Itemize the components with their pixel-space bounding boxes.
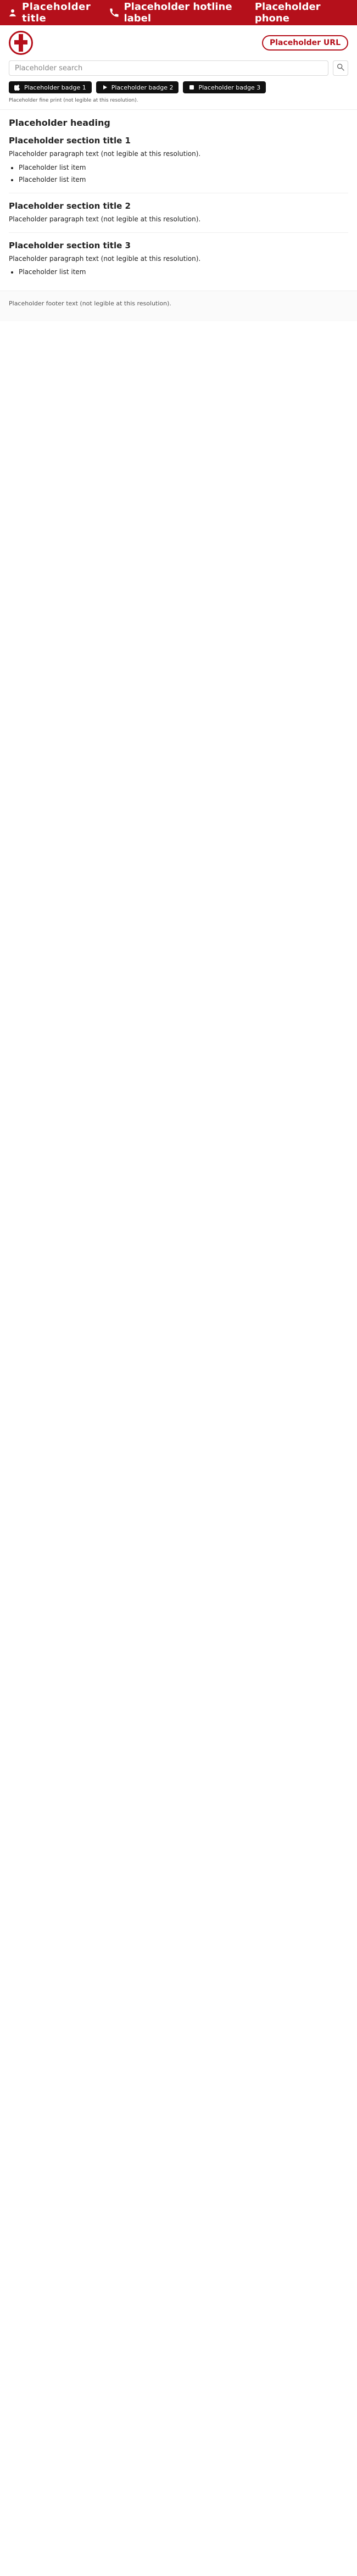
store-badge-3[interactable]	[183, 81, 266, 93]
main-heading: Placeholder heading	[9, 118, 110, 129]
search	[9, 60, 348, 76]
section-2	[9, 201, 348, 225]
footer-paragraph: Placeholder footer text (not legible at this resolution).	[9, 299, 171, 307]
store-badge-1[interactable]	[9, 81, 92, 93]
section-paragraph: Placeholder paragraph text (not legible at this resolution).	[9, 215, 201, 224]
store-badge-label: Placeholder badge 3	[198, 83, 261, 91]
list-item: • Placeholder list item	[19, 175, 348, 185]
section-3	[9, 241, 348, 277]
header-row	[9, 31, 348, 55]
store-badges	[9, 81, 348, 93]
user-icon	[8, 8, 18, 18]
section-list	[9, 267, 348, 277]
section-paragraph: Placeholder paragraph text (not legible at this resolution).	[9, 150, 201, 158]
store-badge-2[interactable]	[96, 81, 179, 93]
search-icon	[336, 63, 345, 74]
app-icon	[188, 84, 195, 91]
section-list	[9, 163, 348, 185]
hotline-number[interactable]: Placeholder phone	[254, 1, 321, 24]
top-bar-right	[109, 1, 349, 24]
header-actions	[262, 35, 348, 51]
section-title: Placeholder section title 1	[9, 136, 131, 146]
header	[0, 25, 357, 110]
section-paragraph: Placeholder paragraph text (not legible at this resolution).	[9, 254, 201, 263]
phone-icon	[109, 8, 119, 18]
list-item: • Placeholder list item	[19, 267, 348, 277]
divider	[9, 232, 348, 233]
hotline-label: Placeholder hotline label	[124, 1, 232, 24]
top-bar-left	[8, 1, 109, 24]
footer	[0, 291, 357, 321]
website-url[interactable]: Placeholder URL	[262, 35, 348, 51]
list-item: • Placeholder list item	[19, 163, 348, 173]
search-button[interactable]	[333, 60, 348, 76]
main-content	[0, 110, 357, 291]
top-bar-title: Placeholder title	[22, 1, 91, 24]
bank-logo	[9, 31, 33, 55]
apple-icon	[14, 84, 21, 91]
search-input[interactable]: Placeholder search	[9, 60, 328, 76]
top-bar	[0, 0, 357, 25]
logo-wrap	[9, 31, 33, 55]
section-title: Placeholder section title 2	[9, 201, 131, 211]
header-fineprint: Placeholder fine print (not legible at this resolution).	[9, 98, 138, 103]
section-1	[9, 136, 348, 185]
store-badge-label: Placeholder badge 1	[24, 83, 86, 91]
page	[0, 0, 357, 321]
store-badge-label: Placeholder badge 2	[111, 83, 174, 91]
play-icon	[102, 84, 108, 91]
section-title: Placeholder section title 3	[9, 240, 131, 250]
